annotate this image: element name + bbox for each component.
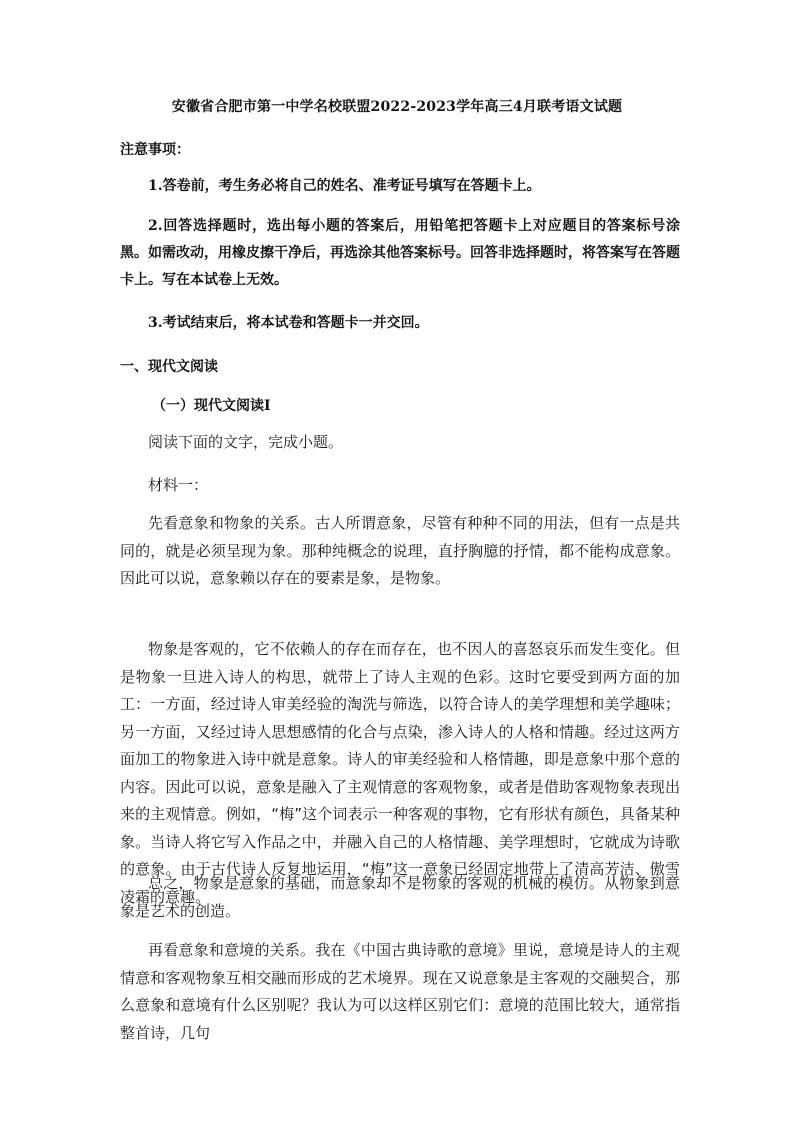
subsection-heading: （一）现代文阅读Ⅰ bbox=[152, 398, 271, 414]
notice-item-1: 1.答卷前，考生务必将自己的姓名、准考证号填写在答题卡上。 bbox=[148, 178, 541, 194]
notice-item-3: 3.考试结束后，将本试卷和答题卡一并交回。 bbox=[148, 315, 429, 331]
reading-instruction: 阅读下面的文字，完成小题。 bbox=[148, 433, 344, 451]
paragraph-1: 先看意象和物象的关系。古人所谓意象，尽管有种种不同的用法，但有一点是共同的，就是必须呈现为象。那种纯概念的说理，直抒胸臆的抒情，都不能构成意象。因此可以说，意象赖以存在的要素是象，是物象。 bbox=[120, 514, 680, 587]
material-label: 材料一： bbox=[148, 476, 209, 494]
section-heading: 一、现代文阅读 bbox=[120, 359, 218, 375]
document-title: 安徽省合肥市第一中学名校联盟2022-2023学年高三4月联考语文试题 bbox=[171, 99, 623, 115]
paragraph-3: 总之，物象是意象的基础，而意象却不是物象的客观的机械的模仿。从物象到意象是艺术的创造。 bbox=[120, 874, 680, 920]
paragraph-4: 再看意象和意境的关系。我在《中国古典诗歌的意境》里说，意境是诗人的主观情意和客观物象互相交融而形成的艺术境界。现在又说意象是主客观的交融契合，那么意象和意境有什么区别呢？我认为可以这样区别它们：意境的范围比较大，通常指整首诗，几句 bbox=[120, 941, 680, 1042]
paragraph-2: 物象是客观的，它不依赖人的存在而存在，也不因人的喜怒哀乐而发生变化。但是物象一旦进入诗人的构思，就带上了诗人主观的色彩。这时它要受到两方面的加工：一方面，经过诗人审美经验的淘洗与筛选，以符合诗人的美学理想和美学趣味；另一方面，又经过诗人思想感情的化合与点染，渗入诗人的人格和情趣。经过这两方面加工的物象进入诗中就是意象。诗人的审美经验和人格情趣，即是意象中那个意的内容。因此可以说，意象是融入了主观情意的客观物象，或者是借助客观物象表现出来的主观情意。例如，“梅”这个词表示一种客观的事物，它有形状有颜色，具备某种象。当诗人将它写入作品之中，并融入自己的人格情趣、美学理想时，它就成为诗歌的意象。由于古代诗人反复地运用，“梅”这一意象已经固定地带上了清高芳洁、傲雪凌霜的意趣。 bbox=[120, 640, 680, 906]
notice-item-2: 2.回答选择题时，选出每小题的答案后，用铅笔把答题卡上对应题目的答案标号涂黑。如需改动，用橡皮擦干净后，再选涂其他答案标号。回答非选择题时，将答案写在答题卡上。写在本试卷上无效。 bbox=[120, 218, 680, 288]
notice-heading: 注意事项： bbox=[120, 142, 190, 158]
